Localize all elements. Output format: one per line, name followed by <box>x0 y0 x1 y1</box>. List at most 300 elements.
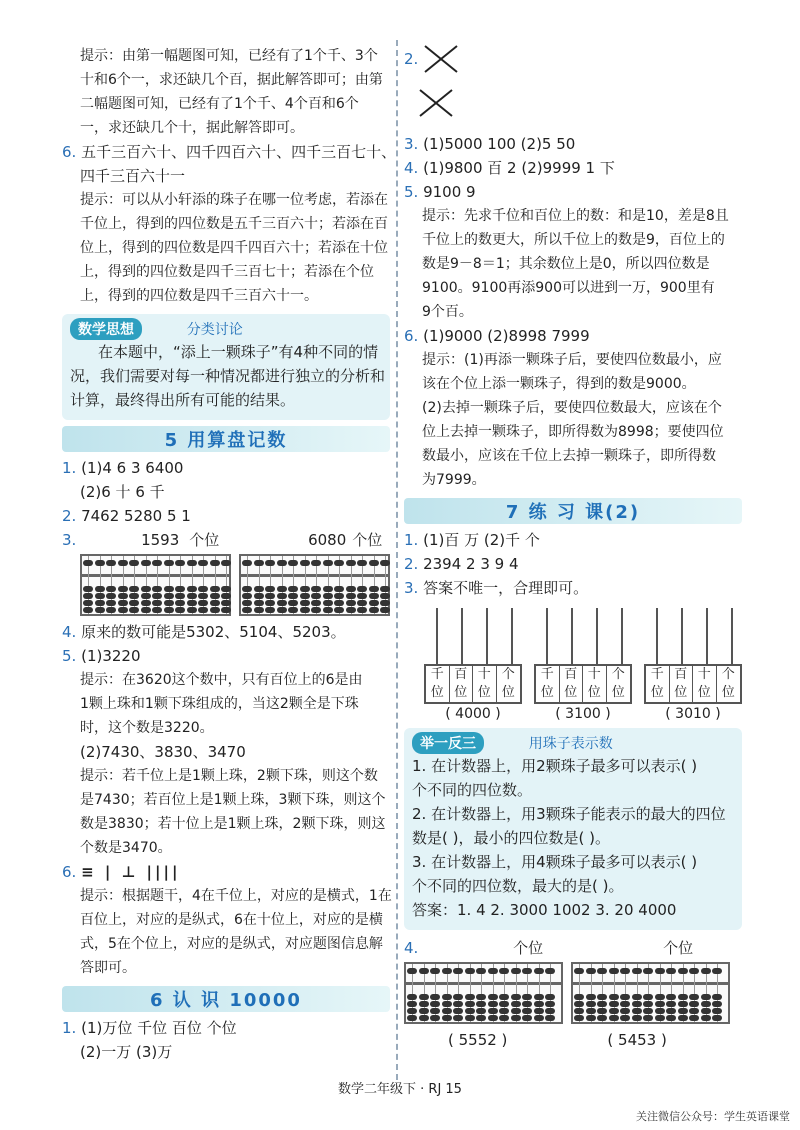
abacus-bead <box>701 1008 711 1014</box>
page-footer: 数学二年级下 · RJ 15 <box>338 1082 462 1097</box>
s5-q3-abacuses <box>62 554 390 616</box>
abacus-bead <box>689 994 699 1000</box>
abacus-bead <box>620 1008 630 1014</box>
abacus-bead <box>499 1001 509 1007</box>
abacus-bead <box>430 1015 440 1021</box>
abacus-bead <box>511 1015 521 1021</box>
abacus-bead <box>210 600 220 606</box>
abacus-bead <box>643 1015 653 1021</box>
r-q5: 5. 9100 9 <box>404 183 476 201</box>
abacus-bead <box>277 560 287 566</box>
abacus-bead <box>210 560 220 566</box>
abacus-bead <box>106 600 116 606</box>
q6-answer-cont: 四千三百六十一 <box>80 167 186 185</box>
pv-rod <box>621 608 623 664</box>
abacus-bead <box>323 600 333 606</box>
abacus-bead <box>265 586 275 592</box>
abacus-bead <box>620 968 630 974</box>
abacus-bead <box>357 593 367 599</box>
math-thinking-tag: 数学思想 <box>70 318 142 340</box>
abacus-bead <box>198 593 208 599</box>
abacus-bead <box>141 607 151 613</box>
abacus-bead <box>288 586 298 592</box>
abacus-bead <box>678 1001 688 1007</box>
pv-chart-3010: 千位 百位 十位 个位 ( 3010 ) <box>644 604 742 722</box>
abacus-bead <box>334 586 344 592</box>
abacus-bead <box>277 600 287 606</box>
abacus-bead <box>534 1015 544 1021</box>
abacus-bead <box>407 1001 417 1007</box>
abacus-bead <box>288 593 298 599</box>
abacus-bead <box>346 560 356 566</box>
abacus-bead <box>632 994 642 1000</box>
r-q5-hint: 提示：先求千位和百位上的数：和是10，差是8且 千位上的数更大，所以千位上的数是9，百位上的 数是9－8＝1；其余数位上是0，所以四位数是 9100。9100再添900可以进到一万，900里有 9个百。 <box>422 208 729 320</box>
abacus-bead <box>323 593 333 599</box>
abacus-bead <box>488 1001 498 1007</box>
abacus-bead <box>586 968 596 974</box>
pv-rod <box>436 608 438 664</box>
abacus-bead <box>465 968 475 974</box>
abacus-bead <box>198 560 208 566</box>
abacus-bead <box>545 994 555 1000</box>
abacus-bead <box>369 593 379 599</box>
section-6-title: 6 认 识 10000 <box>62 986 390 1012</box>
abacus-bead <box>311 586 321 592</box>
abacus-bead <box>632 968 642 974</box>
q2-cross-2 <box>404 88 742 132</box>
q6-hint: 提示：可以从小轩添的珠子在哪一位考虑，若添在 千位上，得到的四位数是五千三百六十；若添在百 位上，得到的四位数是四千四百六十；若添在十位 上，得到的四位数是四千三百七十；若添在个位 上，得到的四位数是四千三百六十一。 <box>80 192 388 304</box>
pv-rod <box>731 608 733 664</box>
abacus-bead <box>643 968 653 974</box>
abacus-bead <box>689 968 699 974</box>
abacus-bead <box>666 1008 676 1014</box>
abacus-bead <box>511 994 521 1000</box>
abacus-bead <box>198 586 208 592</box>
s5-q5-hint1: 提示：在3620这个数中，只有百位上的6是由 1颗上珠和1颗下珠组成的，当这2颗全是下珠 时，这个数是3220。 <box>80 672 363 736</box>
abacus-bead <box>545 1008 555 1014</box>
abacus-bead <box>511 968 521 974</box>
abacus-bead <box>632 1015 642 1021</box>
abacus-bead <box>106 586 116 592</box>
abacus-bead <box>242 600 252 606</box>
abacus-bead <box>288 600 298 606</box>
abacus-bead <box>254 593 264 599</box>
s5-q6: 6. ≡ | ⊥ |||| <box>62 863 181 881</box>
abacus-bead <box>689 1015 699 1021</box>
abacus-bead <box>311 560 321 566</box>
s7-q4-labels: 4. 个位 个位 <box>404 939 694 957</box>
pv-rod <box>571 608 573 664</box>
abacus-bead <box>597 1015 607 1021</box>
abacus-bead <box>118 586 128 592</box>
abacus-bead <box>442 1008 452 1014</box>
abacus-bead <box>574 1001 584 1007</box>
abacus-bead <box>597 994 607 1000</box>
abacus-bead <box>453 1008 463 1014</box>
abacus-bead <box>198 607 208 613</box>
abacus-bead <box>488 968 498 974</box>
s7-q1: 1. (1)百 万 (2)千 个 <box>404 531 540 549</box>
pv-rod <box>486 608 488 664</box>
abacus-bead <box>534 1008 544 1014</box>
abacus-bead <box>597 1001 607 1007</box>
abacus-bead <box>187 593 197 599</box>
abacus-bead <box>522 1015 532 1021</box>
abacus-bead <box>545 968 555 974</box>
abacus-bead <box>678 968 688 974</box>
abacus-bead <box>175 593 185 599</box>
abacus-bead <box>254 560 264 566</box>
abacus-bead <box>643 1008 653 1014</box>
math-thinking-box: 数学思想 分类讨论 在本题中，“添上一颗珠子”有4种不同的情 况，我们需要对每一种情况都进行独立的分析和 计算，最终得出所有可能的结果。 <box>62 314 390 420</box>
abacus-bead <box>701 994 711 1000</box>
abacus-bead <box>83 600 93 606</box>
abacus-bead <box>499 968 509 974</box>
abacus-bead <box>288 560 298 566</box>
abacus-bead <box>300 593 310 599</box>
abacus-bead <box>221 586 231 592</box>
abacus-bead <box>701 1015 711 1021</box>
s6-q1a: 1. (1)万位 千位 百位 个位 <box>62 1019 237 1037</box>
abacus-bead <box>643 1001 653 1007</box>
abacus-bead <box>311 600 321 606</box>
abacus-bead <box>419 1015 429 1021</box>
abacus-bead <box>95 600 105 606</box>
q6-answer: 6. 五千三百六十、四千四百六十、四千三百七十、 <box>62 143 397 161</box>
abacus-bead <box>141 560 151 566</box>
s5-q6-hint: 提示：根据题干，4在千位上，对应的是横式，1在 百位上，对应的是纵式，6在十位上，对应的是横 式，5在个位上，对应的是纵式，对应题图信息解 答即可。 <box>80 888 392 976</box>
abacus-bead <box>323 607 333 613</box>
abacus-bead <box>210 586 220 592</box>
abacus-bead <box>430 1001 440 1007</box>
extension-title: 用珠子表示数 <box>528 736 613 752</box>
abacus-bead <box>129 560 139 566</box>
abacus-bead <box>522 968 532 974</box>
abacus-bead <box>380 586 390 592</box>
abacus-bead <box>164 607 174 613</box>
abacus-6080 <box>239 554 390 616</box>
abacus-bead <box>465 1015 475 1021</box>
abacus-bead <box>419 1008 429 1014</box>
abacus-bead <box>369 586 379 592</box>
s5-q5b: (2)7430、3830、3470 <box>80 743 246 761</box>
abacus-bead <box>666 1001 676 1007</box>
abacus-bead <box>689 1008 699 1014</box>
abacus-bead <box>574 968 584 974</box>
abacus-bead <box>655 1008 665 1014</box>
s5-q4: 4. 原来的数可能是5302、5104、5203。 <box>62 623 346 641</box>
abacus-bead <box>357 560 367 566</box>
abacus-1593 <box>80 554 231 616</box>
abacus-bead <box>242 593 252 599</box>
abacus-bead <box>586 994 596 1000</box>
abacus-bead <box>574 1008 584 1014</box>
abacus-bead <box>620 994 630 1000</box>
abacus-bead <box>511 1001 521 1007</box>
s5-q1b: (2)6 十 6 千 <box>80 483 165 501</box>
abacus-bead <box>488 1008 498 1014</box>
abacus-bead <box>666 994 676 1000</box>
abacus-5453 <box>571 962 730 1024</box>
abacus-bead <box>655 1001 665 1007</box>
abacus-bead <box>277 607 287 613</box>
abacus-bead <box>534 968 544 974</box>
abacus-bead <box>407 968 417 974</box>
abacus-bead <box>210 593 220 599</box>
abacus-bead <box>175 607 185 613</box>
abacus-bead <box>164 593 174 599</box>
abacus-bead <box>380 607 390 613</box>
abacus-bead <box>129 600 139 606</box>
math-thinking-title: 分类讨论 <box>186 322 243 338</box>
abacus-bead <box>198 600 208 606</box>
abacus-bead <box>499 1015 509 1021</box>
abacus-bead <box>534 994 544 1000</box>
abacus-bead <box>129 586 139 592</box>
abacus-bead <box>678 1008 688 1014</box>
pv-chart-4000: 千位 百位 十位 个位 ( 4000 ) <box>424 604 522 722</box>
s5-q5-hint2: 提示：若千位上是1颗上珠，2颗下珠，则这个数 是7430；若百位上是1颗上珠，3颗下珠，则这个 数是3830；若十位上是1颗上珠，2颗下珠，则这 个数是3470。 <box>80 768 386 856</box>
extension-tag: 举一反三 <box>412 732 484 754</box>
r-q3: 3. (1)5000 100 (2)5 50 <box>404 135 576 153</box>
abacus-bead <box>175 600 185 606</box>
abacus-bead <box>265 560 275 566</box>
abacus-bead <box>129 593 139 599</box>
abacus-bead <box>488 994 498 1000</box>
abacus-bead <box>453 994 463 1000</box>
abacus-bead <box>712 1015 722 1021</box>
right-column <box>404 44 742 1052</box>
abacus-bead <box>689 1001 699 1007</box>
abacus-bead <box>300 560 310 566</box>
abacus-bead <box>655 994 665 1000</box>
abacus-bead <box>476 1001 486 1007</box>
abacus-bead <box>430 968 440 974</box>
abacus-bead <box>632 1008 642 1014</box>
abacus-bead <box>534 1001 544 1007</box>
abacus-bead <box>141 600 151 606</box>
abacus-bead <box>609 1001 619 1007</box>
abacus-bead <box>242 607 252 613</box>
abacus-bead <box>141 586 151 592</box>
abacus-bead <box>701 968 711 974</box>
abacus-bead <box>357 586 367 592</box>
abacus-bead <box>678 1015 688 1021</box>
section-5-title: 5 用算盘记数 <box>62 426 390 452</box>
abacus-bead <box>300 600 310 606</box>
abacus-bead <box>357 600 367 606</box>
abacus-bead <box>129 607 139 613</box>
abacus-bead <box>419 1001 429 1007</box>
abacus-bead <box>187 586 197 592</box>
abacus-bead <box>334 560 344 566</box>
abacus-bead <box>666 1015 676 1021</box>
abacus-bead <box>187 560 197 566</box>
abacus-bead <box>453 1001 463 1007</box>
abacus-bead <box>620 1015 630 1021</box>
abacus-bead <box>609 968 619 974</box>
abacus-bead <box>323 586 333 592</box>
abacus-bead <box>300 586 310 592</box>
abacus-bead <box>152 593 162 599</box>
abacus-bead <box>522 1008 532 1014</box>
abacus-bead <box>106 607 116 613</box>
abacus-bead <box>164 600 174 606</box>
abacus-bead <box>311 607 321 613</box>
abacus-bead <box>419 994 429 1000</box>
abacus-bead <box>465 1001 475 1007</box>
abacus-bead <box>609 1015 619 1021</box>
abacus-bead <box>574 994 584 1000</box>
abacus-bead <box>254 586 264 592</box>
abacus-bead <box>678 994 688 1000</box>
abacus-bead <box>221 593 231 599</box>
cross-lines-icon <box>423 44 459 74</box>
abacus-bead <box>164 586 174 592</box>
pv-rod <box>706 608 708 664</box>
abacus-bead <box>277 586 287 592</box>
abacus-bead <box>597 968 607 974</box>
abacus-bead <box>346 586 356 592</box>
r-q6: 6. (1)9000 (2)8998 7999 <box>404 327 590 345</box>
abacus-bead <box>442 968 452 974</box>
extension-box: 举一反三 用珠子表示数 1. 在计数器上，用2颗珠子最多可以表示( ) 个不同的四位数。 2. 在计数器上，用3颗珠子能表示的最大的四位 数是( )，最小的四位数是( )。 3. 在计数器上，用4颗珠子最多可以表示( ) 个不同的四位数，最大的是( )。 答案：1. 4 2. 3000 1002 3. 20 4000 <box>404 728 742 930</box>
abacus-bead <box>476 968 486 974</box>
abacus-bead <box>83 607 93 613</box>
abacus-bead <box>242 560 252 566</box>
abacus-bead <box>522 994 532 1000</box>
s7-q4-captions: ( 5552 ) ( 5453 ) <box>448 1031 667 1049</box>
abacus-bead <box>346 600 356 606</box>
q2-cross-1: 2. <box>404 44 742 88</box>
abacus-bead <box>712 994 722 1000</box>
abacus-bead <box>609 1008 619 1014</box>
abacus-bead <box>380 593 390 599</box>
abacus-bead <box>407 1008 417 1014</box>
abacus-bead <box>118 607 128 613</box>
abacus-bead <box>609 994 619 1000</box>
abacus-bead <box>586 1015 596 1021</box>
abacus-bead <box>476 994 486 1000</box>
abacus-bead <box>221 607 231 613</box>
abacus-5552 <box>404 962 563 1024</box>
credit-text: 关注微信公众号：学生英语课堂 <box>636 1110 790 1123</box>
abacus-bead <box>545 1001 555 1007</box>
abacus-bead <box>334 593 344 599</box>
abacus-bead <box>265 600 275 606</box>
abacus-bead <box>175 560 185 566</box>
abacus-bead <box>465 994 475 1000</box>
abacus-bead <box>175 586 185 592</box>
abacus-bead <box>442 1001 452 1007</box>
r-q6-hint: 提示：(1)再添一颗珠子后，要使四位数最小，应 该在个位上添一颗珠子，得到的数是9000。 (2)去掉一颗珠子后，要使四位数最大，应该在个 位上去掉一颗珠子，即所得数为8998；要使四位 数最小，应该在千位上去掉一颗珠子，即所得数 为7999。 <box>422 352 724 488</box>
abacus-bead <box>712 968 722 974</box>
abacus-bead <box>187 607 197 613</box>
abacus-bead <box>701 1001 711 1007</box>
abacus-bead <box>187 600 197 606</box>
abacus-bead <box>95 607 105 613</box>
abacus-bead <box>643 994 653 1000</box>
s5-q1a: 1. (1)4 6 3 6400 <box>62 459 184 477</box>
pv-rod <box>656 608 658 664</box>
pv-rod <box>511 608 513 664</box>
abacus-bead <box>522 1001 532 1007</box>
abacus-bead <box>83 593 93 599</box>
abacus-bead <box>106 560 116 566</box>
abacus-bead <box>465 1008 475 1014</box>
abacus-bead <box>369 600 379 606</box>
abacus-bead <box>83 586 93 592</box>
abacus-bead <box>407 1015 417 1021</box>
abacus-bead <box>407 994 417 1000</box>
abacus-bead <box>545 1015 555 1021</box>
abacus-bead <box>300 607 310 613</box>
abacus-bead <box>254 607 264 613</box>
abacus-bead <box>334 607 344 613</box>
cross-lines-icon <box>418 88 454 118</box>
abacus-bead <box>380 560 390 566</box>
abacus-bead <box>334 600 344 606</box>
abacus-bead <box>655 968 665 974</box>
abacus-bead <box>712 1008 722 1014</box>
s5-q5a: 5. (1)3220 <box>62 647 141 665</box>
abacus-bead <box>666 968 676 974</box>
abacus-bead <box>430 994 440 1000</box>
abacus-bead <box>476 1008 486 1014</box>
abacus-bead <box>152 600 162 606</box>
s5-q3-labels: 3. 1593 个位 6080 个位 <box>62 531 383 549</box>
abacus-bead <box>586 1008 596 1014</box>
abacus-bead <box>488 1015 498 1021</box>
abacus-bead <box>346 593 356 599</box>
abacus-bead <box>574 1015 584 1021</box>
abacus-bead <box>369 607 379 613</box>
abacus-bead <box>597 1008 607 1014</box>
abacus-bead <box>265 607 275 613</box>
abacus-bead <box>323 560 333 566</box>
abacus-bead <box>499 1008 509 1014</box>
abacus-bead <box>453 1015 463 1021</box>
r-q4: 4. (1)9800 百 2 (2)9999 1 下 <box>404 159 615 177</box>
abacus-bead <box>655 1015 665 1021</box>
abacus-bead <box>620 1001 630 1007</box>
abacus-bead <box>430 1008 440 1014</box>
abacus-bead <box>221 560 231 566</box>
abacus-bead <box>369 560 379 566</box>
pv-chart-3100: 千位 百位 十位 个位 ( 3100 ) <box>534 604 632 722</box>
abacus-bead <box>95 586 105 592</box>
abacus-bead <box>511 1008 521 1014</box>
abacus-bead <box>221 600 231 606</box>
abacus-bead <box>265 593 275 599</box>
abacus-bead <box>419 968 429 974</box>
column-divider <box>396 40 398 1080</box>
abacus-bead <box>152 607 162 613</box>
abacus-bead <box>164 560 174 566</box>
abacus-bead <box>95 560 105 566</box>
abacus-bead <box>152 560 162 566</box>
abacus-bead <box>499 994 509 1000</box>
abacus-bead <box>95 593 105 599</box>
abacus-bead <box>106 593 116 599</box>
pv-rod <box>681 608 683 664</box>
pv-rod <box>596 608 598 664</box>
s7-q4-abacuses <box>404 962 742 1024</box>
abacus-bead <box>712 1001 722 1007</box>
abacus-bead <box>118 600 128 606</box>
abacus-bead <box>476 1015 486 1021</box>
abacus-bead <box>242 586 252 592</box>
